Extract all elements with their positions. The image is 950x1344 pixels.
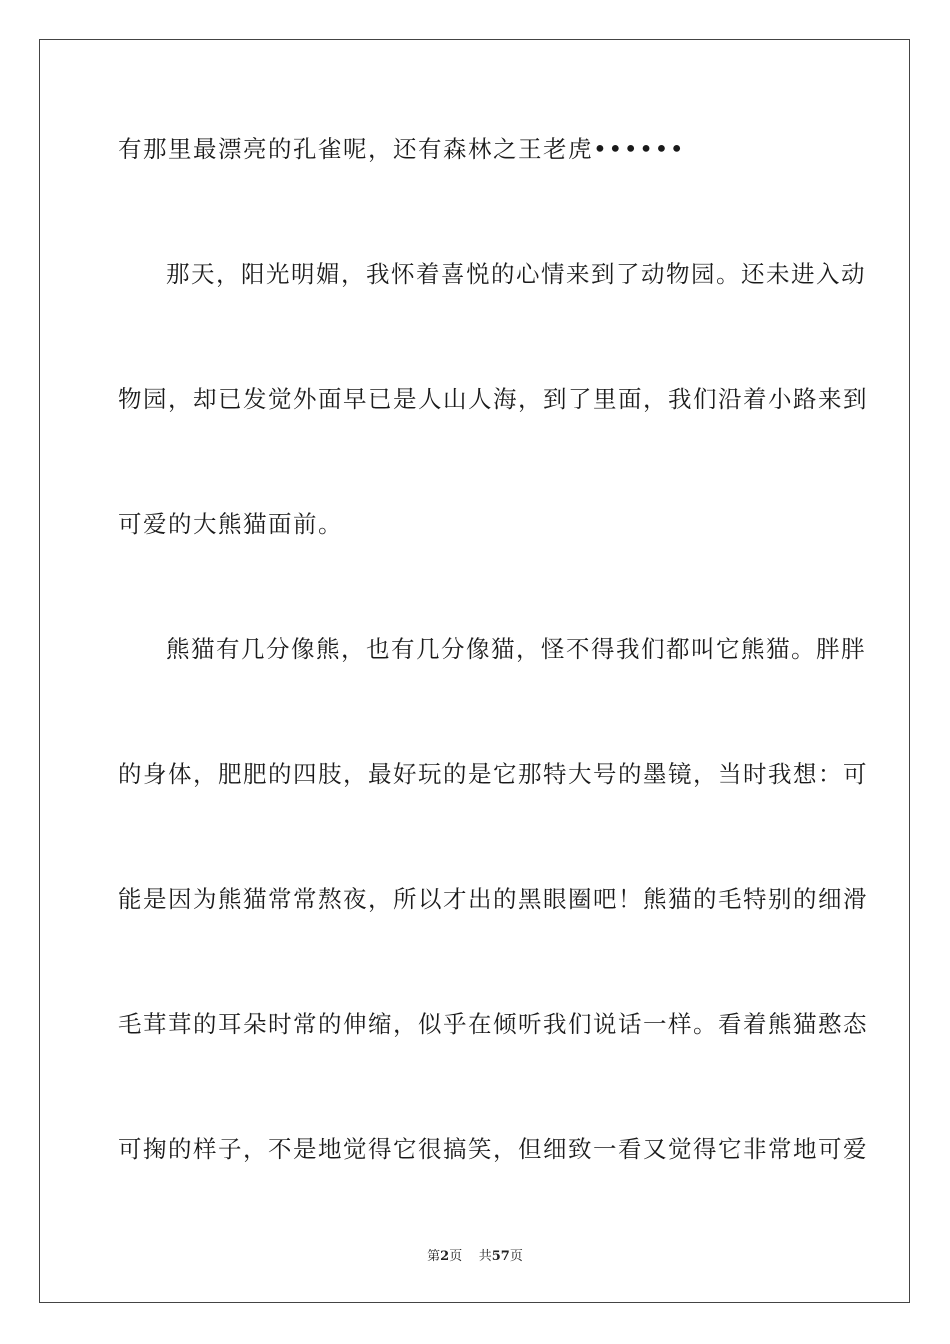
text-line: 的身体，肥肥的四肢，最好玩的是它那特大号的墨镜，当时我想：可 [118, 760, 868, 788]
text-line: 那天，阳光明媚，我怀着喜悦的心情来到了动物园。还未进入动 [166, 260, 866, 288]
text-line: 能是因为熊猫常常熬夜，所以才出的黑眼圈吧！熊猫的毛特别的细滑 [118, 885, 868, 913]
footer-page-prefix: 第 [427, 1249, 441, 1264]
footer-page-suffix: 页 [449, 1249, 463, 1264]
text-line: 可爱的大熊猫面前。 [118, 510, 343, 538]
text-line: 毛茸茸的耳朵时常的伸缩，似乎在倾听我们说话一样。看着熊猫憨态 [118, 1010, 868, 1038]
page-footer [0, 1248, 950, 1266]
footer-total-suffix: 页 [509, 1249, 523, 1264]
text-line: 可掬的样子，不是地觉得它很搞笑，但细致一看又觉得它非常地可爱 [118, 1135, 868, 1163]
footer-total-prefix: 共 [478, 1249, 492, 1264]
text-line: 物园，却已发觉外面早已是人山人海，到了里面，我们沿着小路来到 [118, 385, 868, 413]
footer-page-number: 2 [440, 1249, 450, 1264]
page-border [39, 39, 910, 1303]
text-line: 熊猫有几分像熊，也有几分像猫，怪不得我们都叫它熊猫。胖胖 [166, 635, 866, 663]
text-line: 有那里最漂亮的孔雀呢，还有森林之王老虎•••••• [118, 135, 686, 163]
footer-total-pages: 57 [491, 1249, 510, 1264]
